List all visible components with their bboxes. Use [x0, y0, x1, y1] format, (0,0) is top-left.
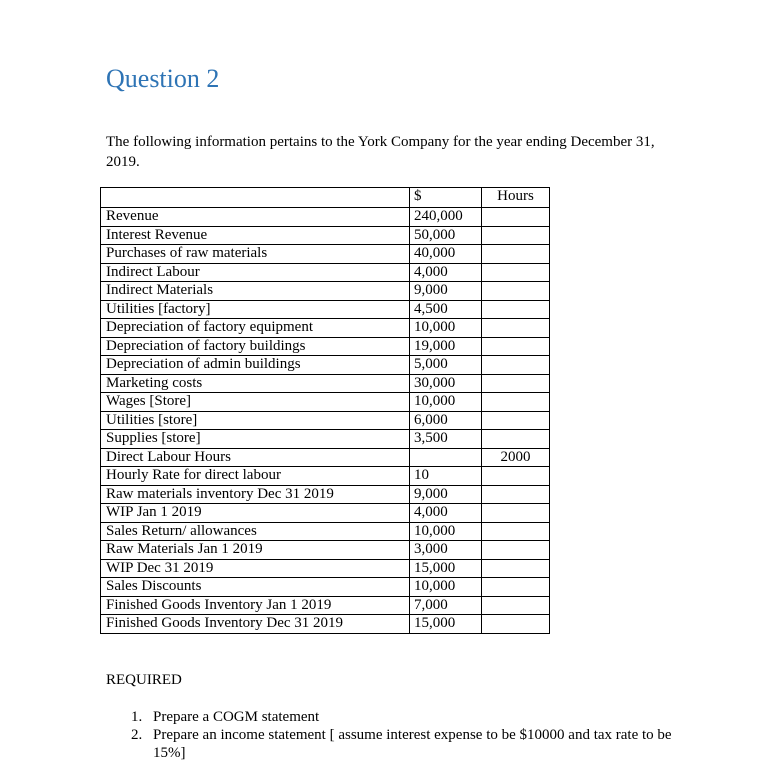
hours-cell — [482, 615, 550, 634]
dollars-cell: 10,000 — [410, 319, 482, 338]
required-label: REQUIRED — [106, 672, 182, 688]
hours-cell — [482, 467, 550, 486]
table-row — [101, 393, 550, 412]
hours-cell — [482, 485, 550, 504]
dollars-cell: 5,000 — [410, 356, 482, 375]
table-row — [101, 245, 550, 264]
hours-cell — [482, 578, 550, 597]
item-cell: Utilities [store] — [101, 411, 410, 430]
dollars-cell: 4,000 — [410, 263, 482, 282]
task-item — [131, 726, 676, 762]
item-cell: WIP Jan 1 2019 — [101, 504, 410, 523]
dollars-cell: 240,000 — [410, 208, 482, 227]
dollars-cell: 9,000 — [410, 485, 482, 504]
table-row — [101, 467, 550, 486]
table-row — [101, 448, 550, 467]
table-row — [101, 208, 550, 227]
dollars-cell: 10,000 — [410, 578, 482, 597]
table-row — [101, 282, 550, 301]
item-cell: Revenue — [101, 208, 410, 227]
hours-cell — [482, 541, 550, 560]
hours-cell — [482, 263, 550, 282]
hours-cell — [482, 374, 550, 393]
table-row — [101, 356, 550, 375]
item-cell: Raw materials inventory Dec 31 2019 — [101, 485, 410, 504]
table-row — [101, 541, 550, 560]
dollars-cell: 6,000 — [410, 411, 482, 430]
intro-paragraph: The following information pertains to the York Company for the year ending December 31, 2019. — [106, 134, 655, 170]
item-cell: Sales Discounts — [101, 578, 410, 597]
table-row — [101, 578, 550, 597]
dollars-cell — [410, 448, 482, 467]
dollars-cell: 4,500 — [410, 300, 482, 319]
dollars-cell: 10,000 — [410, 393, 482, 412]
hours-cell — [482, 504, 550, 523]
dollars-cell: 10,000 — [410, 522, 482, 541]
hours-cell — [482, 596, 550, 615]
header-hours-cell: Hours — [482, 188, 550, 208]
task-item — [131, 708, 676, 726]
header-item-cell — [101, 188, 410, 208]
table-row — [101, 263, 550, 282]
hours-cell: 2000 — [482, 448, 550, 467]
item-cell: Wages [Store] — [101, 393, 410, 412]
hours-cell — [482, 430, 550, 449]
dollars-cell: 40,000 — [410, 245, 482, 264]
item-cell: Purchases of raw materials — [101, 245, 410, 264]
task-text: Prepare a COGM statement — [153, 709, 320, 725]
item-cell: Direct Labour Hours — [101, 448, 410, 467]
hours-cell — [482, 559, 550, 578]
table-row — [101, 430, 550, 449]
task-text: Prepare an income statement [ assume interest expense to be $10000 and tax rate to be 15%] — [153, 727, 672, 761]
dollars-cell: 3,000 — [410, 541, 482, 560]
item-cell: Finished Goods Inventory Dec 31 2019 — [101, 615, 410, 634]
question-heading: Question 2 — [106, 64, 220, 93]
table-row — [101, 485, 550, 504]
hours-cell — [482, 245, 550, 264]
hours-cell — [482, 337, 550, 356]
table-row — [101, 226, 550, 245]
task-number: 1. — [131, 709, 143, 725]
dollars-cell: 30,000 — [410, 374, 482, 393]
dollars-cell: 7,000 — [410, 596, 482, 615]
item-cell: Depreciation of factory equipment — [101, 319, 410, 338]
dollars-cell: 15,000 — [410, 559, 482, 578]
hours-cell — [482, 411, 550, 430]
item-cell: Marketing costs — [101, 374, 410, 393]
dollars-cell: 50,000 — [410, 226, 482, 245]
table-row — [101, 559, 550, 578]
dollars-cell: 9,000 — [410, 282, 482, 301]
dollars-cell: 4,000 — [410, 504, 482, 523]
hours-cell — [482, 393, 550, 412]
item-cell: Indirect Materials — [101, 282, 410, 301]
table-row — [101, 411, 550, 430]
hours-cell — [482, 282, 550, 301]
hours-cell — [482, 356, 550, 375]
item-cell: Supplies [store] — [101, 430, 410, 449]
table-row — [101, 504, 550, 523]
table-row — [101, 319, 550, 338]
item-cell: Depreciation of admin buildings — [101, 356, 410, 375]
table-row — [101, 337, 550, 356]
hours-cell — [482, 226, 550, 245]
hours-cell — [482, 300, 550, 319]
task-number: 2. — [131, 727, 143, 743]
dollars-cell: 3,500 — [410, 430, 482, 449]
table-header-row — [101, 188, 550, 208]
header-dollars-cell: $ — [410, 188, 482, 208]
item-cell: Depreciation of factory buildings — [101, 337, 410, 356]
item-cell: Raw Materials Jan 1 2019 — [101, 541, 410, 560]
item-cell: Sales Return/ allowances — [101, 522, 410, 541]
item-cell: Utilities [factory] — [101, 300, 410, 319]
task-list — [131, 708, 676, 762]
table-row — [101, 596, 550, 615]
item-cell: Interest Revenue — [101, 226, 410, 245]
item-cell: WIP Dec 31 2019 — [101, 559, 410, 578]
table-row — [101, 300, 550, 319]
data-table — [100, 187, 550, 634]
hours-cell — [482, 319, 550, 338]
table-row — [101, 522, 550, 541]
hours-cell — [482, 522, 550, 541]
item-cell: Hourly Rate for direct labour — [101, 467, 410, 486]
dollars-cell: 15,000 — [410, 615, 482, 634]
item-cell: Indirect Labour — [101, 263, 410, 282]
table-row — [101, 615, 550, 634]
item-cell: Finished Goods Inventory Jan 1 2019 — [101, 596, 410, 615]
table-row — [101, 374, 550, 393]
hours-cell — [482, 208, 550, 227]
dollars-cell: 19,000 — [410, 337, 482, 356]
dollars-cell: 10 — [410, 467, 482, 486]
